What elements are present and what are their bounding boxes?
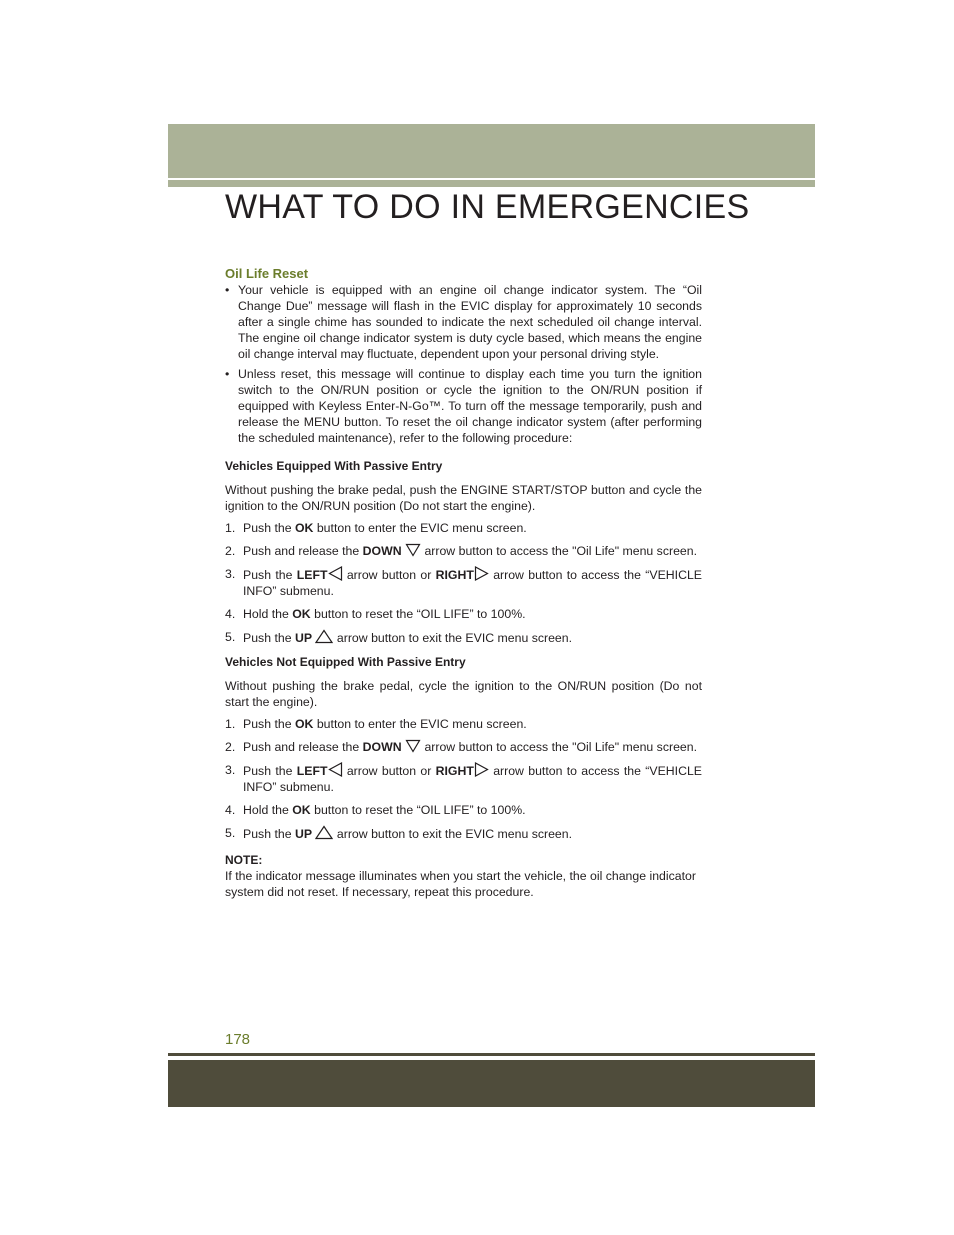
left-arrow-icon <box>328 566 343 581</box>
bullet-item: • Your vehicle is equipped with an engine oil change indicator system. The “Oil Change Due” message will flash in the EVIC display for approximately 10 seconds after a single chime has sounded to indicate the next scheduled oil change interval. The engine oil change indicator system is duty cycle based, which means the engine oil change interval may fluctuate, dependent upon your personal driving style. <box>225 283 702 361</box>
intro-bullets <box>225 282 702 446</box>
step-item: 5. Push the UP arrow button to exit the EVIC menu screen. <box>225 630 573 645</box>
header-band <box>168 124 815 178</box>
down-key-label: DOWN <box>362 544 402 558</box>
step-item: 5. Push the UP arrow button to exit the EVIC menu screen. <box>225 826 573 841</box>
note-text: If the indicator message illuminates when you start the vehicle, the oil change indicator system did not reset. If necessary, repeat this procedure. <box>225 869 696 899</box>
non-passive-entry-intro: Without pushing the brake pedal, cycle the ignition to the ON/RUN position (Do not start the engine). <box>225 679 702 709</box>
up-arrow-icon <box>315 825 333 840</box>
bullet-item: • Unless reset, this message will continue to display each time you turn the ignition switch to the ON/RUN position or cycle the ignition to the ON/RUN position if equipped with Keyless Enter-N-Go™. To turn off the message temporarily, push and release the MENU button. To reset the oil change indicator system (after performing the scheduled maintenance), refer to the following procedure: <box>225 367 702 445</box>
non-passive-entry-heading: Vehicles Not Equipped With Passive Entry <box>225 655 466 669</box>
bullet-icon: • <box>225 367 230 381</box>
right-arrow-icon <box>474 762 489 777</box>
passive-entry-intro: Without pushing the brake pedal, push the ENGINE START/STOP button and cycle the ignition to the ON/RUN position (Do not start the engine). <box>225 483 702 513</box>
page-content <box>225 266 702 900</box>
non-passive-entry-steps <box>225 716 702 842</box>
section-title: WHAT TO DO IN EMERGENCIES <box>225 188 750 226</box>
up-arrow-icon <box>315 629 333 644</box>
footer-line <box>168 1053 815 1056</box>
right-key-label: RIGHT <box>435 568 474 582</box>
left-key-label: LEFT <box>296 764 328 778</box>
down-arrow-icon <box>405 739 421 753</box>
step-item: 1. Push the OK button to enter the EVIC menu screen. <box>225 521 527 535</box>
up-key-label: UP <box>294 827 313 841</box>
ok-key-label: OK <box>292 607 311 621</box>
oil-life-reset-heading: Oil Life Reset <box>225 266 309 281</box>
step-item: 4. Hold the OK button to reset the “OIL LIFE” to 100%. <box>225 803 526 817</box>
step-item: 3. Push the LEFT arrow button or RIGHT arrow button to access the “VEHICLE INFO” submenu. <box>225 567 702 598</box>
right-key-label: RIGHT <box>435 764 474 778</box>
step-item: 4. Hold the OK button to reset the “OIL LIFE” to 100%. <box>225 607 526 621</box>
step-item: 3. Push the LEFT arrow button or RIGHT arrow button to access the “VEHICLE INFO” submenu. <box>225 763 702 794</box>
left-key-label: LEFT <box>296 568 328 582</box>
note-label: NOTE: <box>225 853 263 867</box>
ok-key-label: OK <box>294 521 314 535</box>
ok-key-label: OK <box>292 803 311 817</box>
down-key-label: DOWN <box>362 740 402 754</box>
passive-entry-heading: Vehicles Equipped With Passive Entry <box>225 459 443 473</box>
up-key-label: UP <box>294 631 313 645</box>
header-stripe <box>168 180 815 187</box>
step-item: 2. Push and release the DOWN arrow button to access the "Oil Life" menu screen. <box>225 740 697 754</box>
page-number: 178 <box>225 1031 251 1048</box>
bullet-icon: • <box>225 283 230 297</box>
ok-key-label: OK <box>294 717 314 731</box>
right-arrow-icon <box>474 566 489 581</box>
down-arrow-icon <box>405 543 421 557</box>
step-item: 2. Push and release the DOWN arrow button to access the "Oil Life" menu screen. <box>225 544 697 558</box>
step-item: 1. Push the OK button to enter the EVIC menu screen. <box>225 717 527 731</box>
left-arrow-icon <box>328 762 343 777</box>
footer-band <box>168 1060 815 1107</box>
passive-entry-steps <box>225 520 702 646</box>
